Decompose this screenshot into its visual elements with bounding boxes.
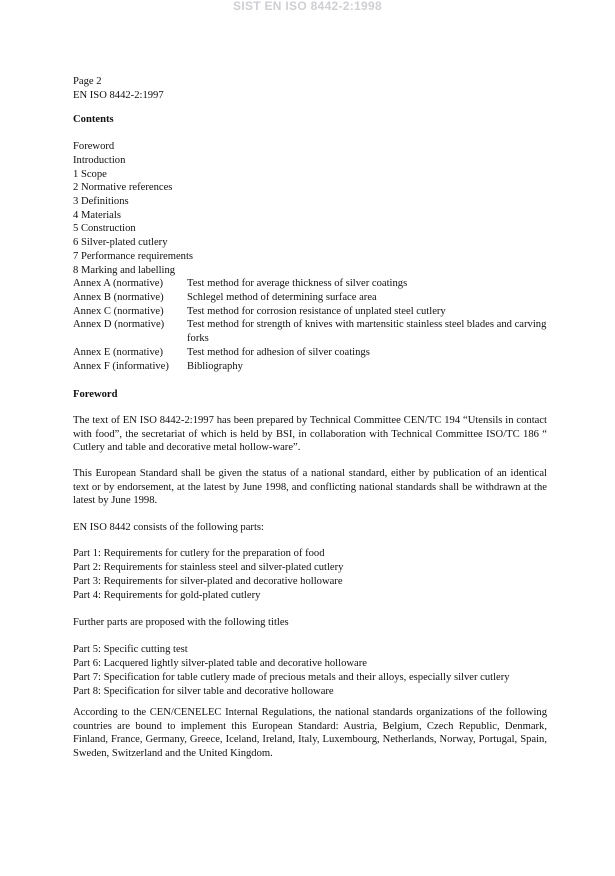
part-item: Part 2: Requirements for stainless steel and silver-plated cutlery: [73, 562, 344, 573]
contents-item: Introduction: [73, 155, 126, 166]
foreword-heading: Foreword: [73, 389, 118, 400]
annex-label: Annex F (informative): [73, 361, 169, 372]
contents-item: 5 Construction: [73, 223, 136, 234]
annex-label: Annex C (normative): [73, 306, 164, 317]
part-item: Part 3: Requirements for silver-plated and decorative holloware: [73, 576, 343, 587]
foreword-paragraph: According to the CEN/CENELEC Internal Regulations, the national standards organizations of the following countries are bound to implement this European Standard: Austria, Belgium, Czech Republic, Denmark, Finland, France, Germany, Greece, Iceland, Ireland, Italy, Luxembourg, Netherlands, Norway, Portugal, Spain, Sweden, Switzerland and the United Kingdom.: [73, 707, 547, 760]
page-number: Page 2: [73, 76, 102, 87]
contents-item: 8 Marking and labelling: [73, 265, 176, 276]
contents-item: 6 Silver-plated cutlery: [73, 237, 168, 248]
further-part-item: Part 5: Specific cutting test: [73, 644, 188, 655]
further-parts-intro: Further parts are proposed with the following titles: [73, 617, 289, 628]
contents-item: 7 Performance requirements: [73, 251, 194, 262]
part-item: Part 4: Requirements for gold-plated cutlery: [73, 590, 261, 601]
contents-item: 4 Materials: [73, 210, 121, 221]
parts-intro: EN ISO 8442 consists of the following parts:: [73, 522, 264, 533]
annex-title: Test method for strength of knives with martensitic stainless steel blades and carving forks: [187, 319, 547, 344]
standard-reference: EN ISO 8442-2:1997: [73, 90, 164, 101]
contents-item: 2 Normative references: [73, 182, 173, 193]
annex-title: Test method for corrosion resistance of unplated steel cutlery: [187, 306, 446, 317]
further-part-item: Part 6: Lacquered lightly silver-plated table and decorative holloware: [73, 658, 367, 669]
further-part-item: Part 8: Specification for silver table and decorative holloware: [73, 686, 334, 697]
foreword-paragraph: The text of EN ISO 8442-2:1997 has been prepared by Technical Committee CEN/TC 194 “Utensils in contact with food”, the secretariat of which is held by BSI, in collaboration with Technical Committee ISO/TC 186 “ Cutlery and table and decorative metal hollow-ware”.: [73, 415, 547, 454]
part-item: Part 1: Requirements for cutlery for the preparation of food: [73, 548, 325, 559]
annex-label: Annex D (normative): [73, 319, 165, 330]
contents-item: 1 Scope: [73, 169, 107, 180]
annex-title: Test method for average thickness of silver coatings: [187, 278, 408, 289]
annex-title: Schlegel method of determining surface area: [187, 292, 377, 303]
contents-item: Foreword: [73, 141, 115, 152]
annex-title: Bibliography: [187, 361, 243, 372]
annex-title: Test method for adhesion of silver coatings: [187, 347, 370, 358]
contents-heading: Contents: [73, 114, 114, 125]
foreword-paragraph: This European Standard shall be given the status of a national standard, either by publication of an identical text or by endorsement, at the latest by June 1998, and conflicting national standards shall be withdrawn at the latest by June 1998.: [73, 468, 547, 507]
watermark: SIST EN ISO 8442-2:1998: [233, 0, 382, 13]
further-part-item: Part 7: Specification for table cutlery made of precious metals and their alloys, especially silver cutlery: [73, 672, 510, 683]
annex-label: Annex A (normative): [73, 278, 164, 289]
contents-item: 3 Definitions: [73, 196, 129, 207]
annex-label: Annex B (normative): [73, 292, 164, 303]
annex-label: Annex E (normative): [73, 347, 164, 358]
